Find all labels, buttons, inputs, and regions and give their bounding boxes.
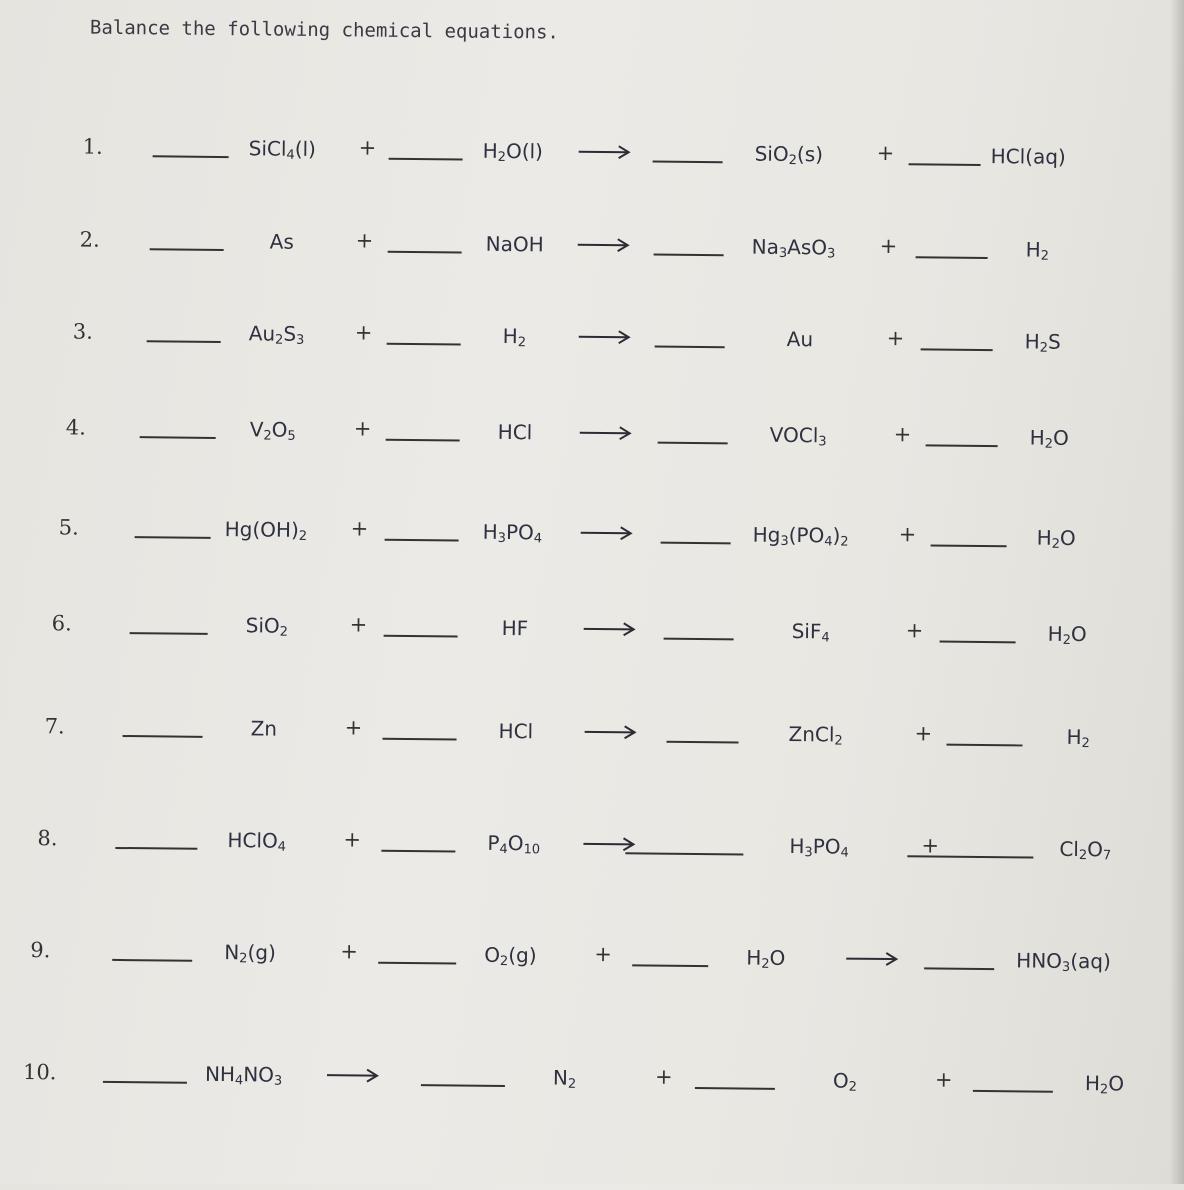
coefficient-blank-4[interactable] [931, 544, 1007, 547]
equation-row [4, 134, 1184, 196]
paper-edge-shadow [1170, 0, 1184, 1184]
coefficient-blank-3[interactable] [667, 741, 739, 744]
formula-2: HF [501, 615, 529, 641]
coefficient-blank-1[interactable] [103, 1081, 187, 1084]
coefficient-blank-4[interactable] [916, 256, 988, 259]
equation-row [0, 826, 1182, 888]
coefficient-blank-3[interactable] [655, 346, 725, 349]
plus-sign: + [876, 140, 895, 166]
formula-2: $H_3PO_4$ [482, 519, 543, 547]
formula-3: $O_2$ [832, 1068, 858, 1095]
plus-sign: + [343, 827, 362, 852]
formula-1: SiCl$_4$(l) [248, 136, 317, 163]
equation-number: 8. [37, 826, 58, 851]
plus-sign: + [879, 233, 898, 259]
formula-1: $NH_4NO_3$ [204, 1061, 283, 1089]
coefficient-blank-3[interactable] [664, 638, 734, 641]
coefficient-blank-1[interactable] [153, 155, 229, 158]
equation-number: 3. [72, 319, 93, 344]
equation-number: 10. [22, 1059, 57, 1085]
coefficient-blank-2[interactable] [384, 635, 458, 638]
formula-2: HCl [498, 718, 534, 744]
coefficient-blank-3[interactable] [632, 964, 708, 967]
formula-2: NaOH [485, 231, 544, 257]
coefficient-blank-1[interactable] [115, 847, 197, 850]
formula-3: VOCl$_3$ [769, 422, 827, 450]
plus-sign: + [594, 941, 613, 967]
coefficient-blank-1[interactable] [150, 248, 224, 251]
right-arrow-icon [583, 724, 639, 741]
coefficient-blank-3[interactable] [661, 542, 731, 545]
coefficient-blank-1[interactable] [140, 436, 216, 439]
plus-sign: + [893, 422, 912, 447]
plus-sign: + [349, 612, 368, 637]
formula-1: $N_2(g)$ [224, 940, 276, 967]
formula-4: $H_2O$ [1029, 425, 1069, 452]
formula-1: HClO$_4$ [227, 828, 287, 855]
plus-sign: + [914, 721, 933, 746]
formula-4: $H_2$ [1025, 237, 1050, 264]
plus-sign: + [886, 325, 905, 351]
equation-row [2, 319, 1184, 381]
plus-sign: + [905, 618, 924, 643]
coefficient-blank-3[interactable] [625, 852, 743, 855]
coefficient-blank-2[interactable] [385, 539, 459, 542]
formula-3: Au [786, 326, 814, 352]
coefficient-blank-1[interactable] [123, 735, 203, 738]
formula-4: $H_2$ [1066, 724, 1090, 752]
plus-sign: + [654, 1064, 673, 1089]
formula-1: As [269, 229, 294, 254]
right-arrow-icon [577, 144, 633, 161]
right-arrow-icon [579, 525, 635, 542]
formula-2: $P_4O_{10}$ [487, 830, 541, 858]
equation-row [0, 714, 1183, 776]
coefficient-blank-3[interactable] [695, 1087, 775, 1090]
plus-sign: + [355, 228, 374, 253]
coefficient-blank-2[interactable] [381, 850, 455, 853]
plus-sign: + [350, 516, 369, 541]
formula-3: $H_2O$ [746, 945, 786, 972]
plus-sign: + [898, 522, 917, 547]
right-arrow-icon [325, 1067, 381, 1084]
right-arrow-icon [577, 329, 633, 346]
formula-3: SiO$_2$(s) [754, 141, 824, 169]
equation-row [0, 515, 1184, 577]
coefficient-blank-2[interactable] [421, 1084, 505, 1087]
coefficient-blank-4[interactable] [926, 444, 998, 447]
formula-4: HCl(aq) [990, 144, 1066, 169]
plus-sign: + [354, 320, 373, 345]
coefficient-blank-3[interactable] [653, 161, 723, 164]
equation-number: 4. [65, 415, 86, 440]
formula-4: $H_2O$ [1047, 621, 1087, 648]
right-arrow-icon [576, 237, 632, 254]
coefficient-blank-2[interactable] [389, 158, 463, 161]
coefficient-blank-1[interactable] [147, 340, 221, 343]
formula-2: $N_2$ [552, 1065, 577, 1092]
plus-sign: + [358, 135, 377, 160]
formula-4: $H_2S$ [1024, 329, 1061, 356]
equation-row [1, 415, 1184, 477]
coefficient-blank-1[interactable] [112, 959, 192, 962]
right-arrow-icon [581, 836, 637, 853]
formula-4: $H_2O$ [1084, 1071, 1125, 1098]
formula-1: $V_2O_5$ [249, 417, 296, 444]
formula-2: HCl [497, 419, 533, 445]
coefficient-blank-1[interactable] [130, 632, 208, 635]
equation-number: 2. [79, 227, 100, 252]
coefficient-blank-2[interactable] [388, 251, 462, 254]
coefficient-blank-2[interactable] [378, 962, 456, 965]
right-arrow-icon [844, 951, 900, 968]
formula-2: $H_2O(l)$ [482, 138, 544, 165]
plus-sign: + [340, 939, 359, 964]
formula-1: $Hg(OH)_2$ [224, 517, 308, 544]
formula-2: $H_2$ [502, 323, 527, 351]
formula-4: $HNO_3(aq)$ [1016, 948, 1111, 975]
coefficient-blank-4[interactable] [940, 641, 1016, 644]
equation-number: 7. [44, 714, 65, 739]
equation-number: 9. [30, 938, 51, 963]
equation-row [0, 938, 1180, 1000]
equation-number: 6. [51, 611, 72, 636]
coefficient-blank-2[interactable] [387, 343, 461, 346]
formula-2: $O_2(g)$ [484, 942, 537, 970]
equation-number: 5. [58, 515, 79, 540]
formula-4: $H_2O$ [1036, 525, 1076, 552]
worksheet-title: Balance the following chemical equations. [89, 16, 560, 44]
right-arrow-icon [582, 621, 638, 638]
formula-3: $Na_3AsO_3$ [751, 234, 836, 262]
coefficient-blank-3[interactable] [654, 254, 724, 257]
formula-1: SiO$_2$ [245, 613, 289, 640]
formula-1: Zn [250, 716, 278, 741]
coefficient-blank-1[interactable] [135, 536, 211, 539]
formula-3: ZnCl$_2$ [788, 721, 843, 749]
equation-row [0, 1060, 1179, 1122]
coefficient-blank-2[interactable] [383, 738, 457, 741]
coefficient-blank-4[interactable] [921, 348, 993, 351]
coefficient-blank-4[interactable] [909, 163, 981, 166]
coefficient-blank-4[interactable] [924, 967, 994, 970]
right-arrow-icon [578, 425, 634, 442]
coefficient-blank-4[interactable] [946, 744, 1022, 747]
equation-number: 1. [82, 134, 103, 159]
plus-sign: + [921, 833, 940, 858]
equation-row [0, 611, 1184, 673]
coefficient-blank-3[interactable] [658, 442, 728, 445]
formula-1: $Au_2S_3$ [248, 321, 305, 348]
formula-3: SiF$_4$ [791, 619, 830, 646]
formula-4: $Cl_2O_7$ [1059, 836, 1112, 864]
plus-sign: + [934, 1067, 953, 1092]
coefficient-blank-4[interactable] [973, 1090, 1053, 1093]
plus-sign: + [344, 715, 363, 740]
formula-3: $H_3PO_4$ [789, 833, 849, 861]
plus-sign: + [353, 416, 372, 441]
formula-3: $Hg_3(PO_4)_2$ [752, 522, 849, 550]
equation-row [3, 227, 1184, 289]
coefficient-blank-2[interactable] [386, 439, 460, 442]
